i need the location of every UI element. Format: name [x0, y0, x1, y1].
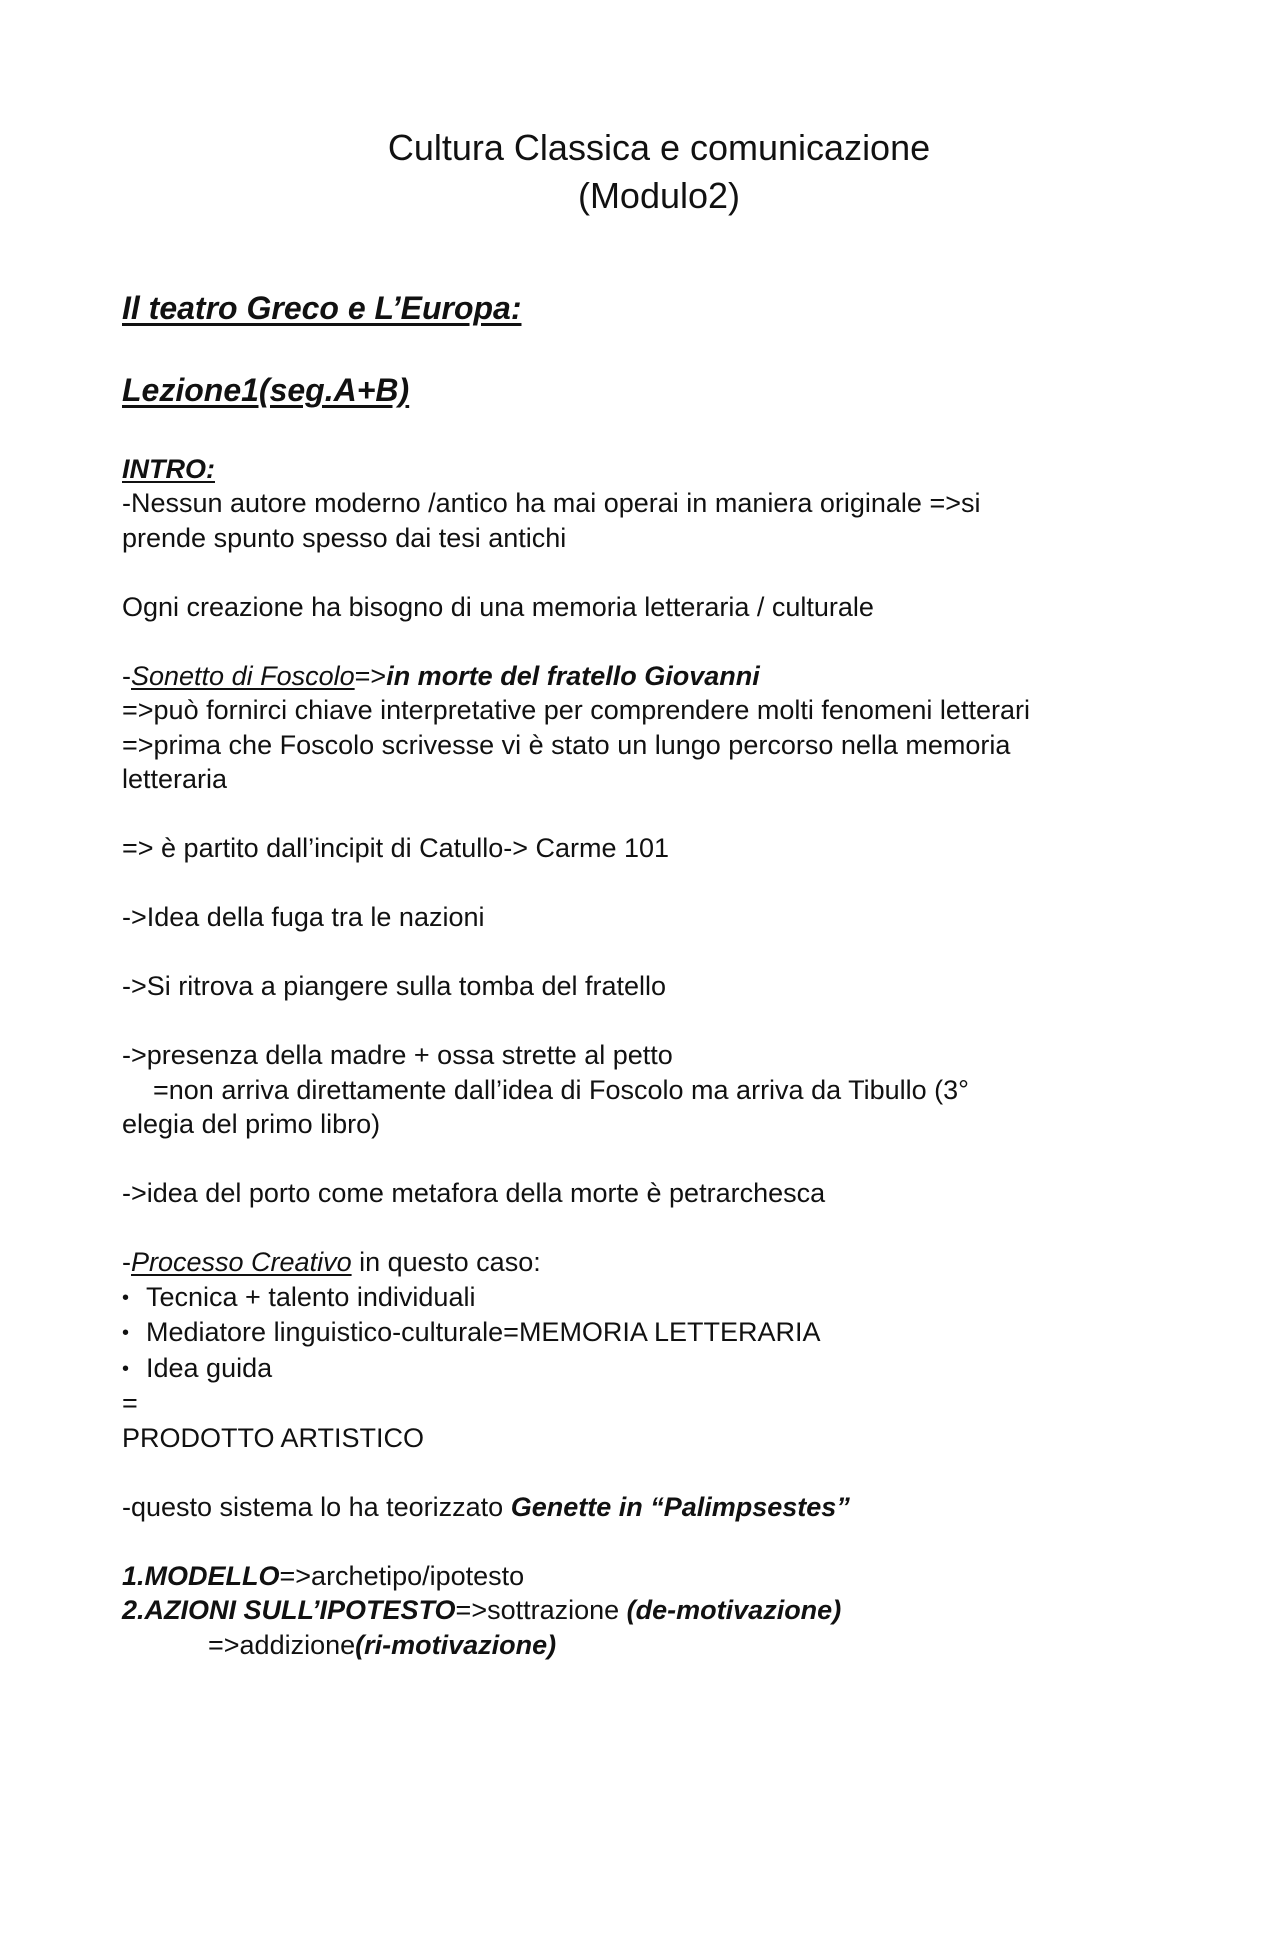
- title-line-2: (Modulo2): [577, 175, 741, 216]
- bullet-icon: •: [122, 1322, 130, 1344]
- intro-paragraph-7-line-3: elegia del primo libro): [122, 1109, 381, 1139]
- intro-paragraph-3-line-1: =>può fornirci chiave interpretative per comprendere molti fenomeni letterari: [122, 695, 1030, 725]
- intro-paragraph-6: ->Si ritrova a piangere sulla tomba del fratello: [122, 971, 667, 1001]
- intro-paragraph-5: ->Idea della fuga tra le nazioni: [122, 902, 485, 932]
- prodotto-artistico: PRODOTTO ARTISTICO: [122, 1422, 425, 1453]
- genette-bold: Genette in “Palimpsestes”: [510, 1491, 850, 1522]
- list-item: [122, 1315, 1180, 1351]
- document-title: [122, 124, 1180, 220]
- azioni-line: [122, 1593, 1180, 1628]
- list-item: [122, 1351, 1180, 1387]
- intro-paragraph-1-line-1: -Nessun autore moderno /antico ha mai operai in maniera originale =>si: [122, 488, 981, 518]
- intro-paragraph-4: => è partito dall’incipit di Catullo-> Carme 101: [122, 833, 670, 863]
- sonetto-arrow: =>: [354, 660, 387, 691]
- processo-bullet-list: [122, 1280, 1180, 1387]
- bullet-icon: •: [122, 1286, 130, 1309]
- intro-heading: INTRO:: [122, 454, 215, 484]
- intro-paragraph-2: Ogni creazione ha bisogno di una memoria letteraria / culturale: [122, 591, 874, 622]
- sonetto-dash: -: [122, 660, 131, 691]
- processo-rest: in questo caso:: [351, 1247, 541, 1277]
- processo-label: Processo Creativo: [131, 1247, 352, 1277]
- genette-prefix: -questo sistema lo ha teorizzato: [122, 1491, 511, 1522]
- document-page: [0, 124, 1280, 1935]
- processo-dash: -: [122, 1247, 131, 1277]
- addizione-line: [122, 1628, 1180, 1663]
- sonetto-line: [122, 659, 1180, 694]
- modello-label: 1.MODELLO: [122, 1560, 280, 1591]
- azioni-rest: =>sottrazione: [455, 1595, 627, 1625]
- equals-sign: =: [122, 1388, 138, 1418]
- addizione-paren: (ri-motivazione): [355, 1629, 557, 1660]
- processo-line: [122, 1245, 1180, 1280]
- sonetto-title: in morte del fratello Giovanni: [386, 660, 760, 691]
- section-heading-lesson: Lezione1(seg.A+B): [122, 372, 410, 408]
- intro-paragraph-7-line-2: =non arriva direttamente dall’idea di Foscolo ma arriva da Tibullo (3°: [153, 1074, 969, 1105]
- intro-paragraph-7-line-1: ->presenza della madre + ossa strette al petto: [122, 1040, 673, 1070]
- modello-line: [122, 1559, 1180, 1594]
- intro-paragraph-3-line-2: =>prima che Foscolo scrivesse vi è stato un lungo percorso nella memoria: [122, 729, 1011, 760]
- title-line-1: Cultura Classica e comunicazione: [387, 127, 931, 168]
- bullet-icon: •: [122, 1357, 130, 1380]
- list-item-text: Tecnica + talento individuali: [146, 1281, 476, 1312]
- genette-line: [122, 1490, 1180, 1525]
- list-item: [122, 1280, 1180, 1316]
- list-item-text: Idea guida: [146, 1352, 273, 1383]
- modello-rest: =>archetipo/ipotesto: [279, 1560, 525, 1591]
- azioni-label: 2.AZIONI SULL’IPOTESTO: [122, 1595, 456, 1625]
- addizione-rest: =>addizione: [208, 1629, 356, 1660]
- sonetto-label: Sonetto di Foscolo: [131, 660, 355, 691]
- intro-paragraph-3-line-3: letteraria: [122, 764, 228, 794]
- list-item-text: Mediatore linguistico-culturale=MEMORIA LETTERARIA: [146, 1317, 821, 1347]
- intro-paragraph-1-line-2: prende spunto spesso dai tesi antichi: [122, 522, 567, 553]
- intro-paragraph-8: ->idea del porto come metafora della morte è petrarchesca: [122, 1178, 826, 1208]
- azioni-paren: (de-motivazione): [626, 1595, 842, 1625]
- section-heading-main: Il teatro Greco e L’Europa:: [122, 290, 522, 326]
